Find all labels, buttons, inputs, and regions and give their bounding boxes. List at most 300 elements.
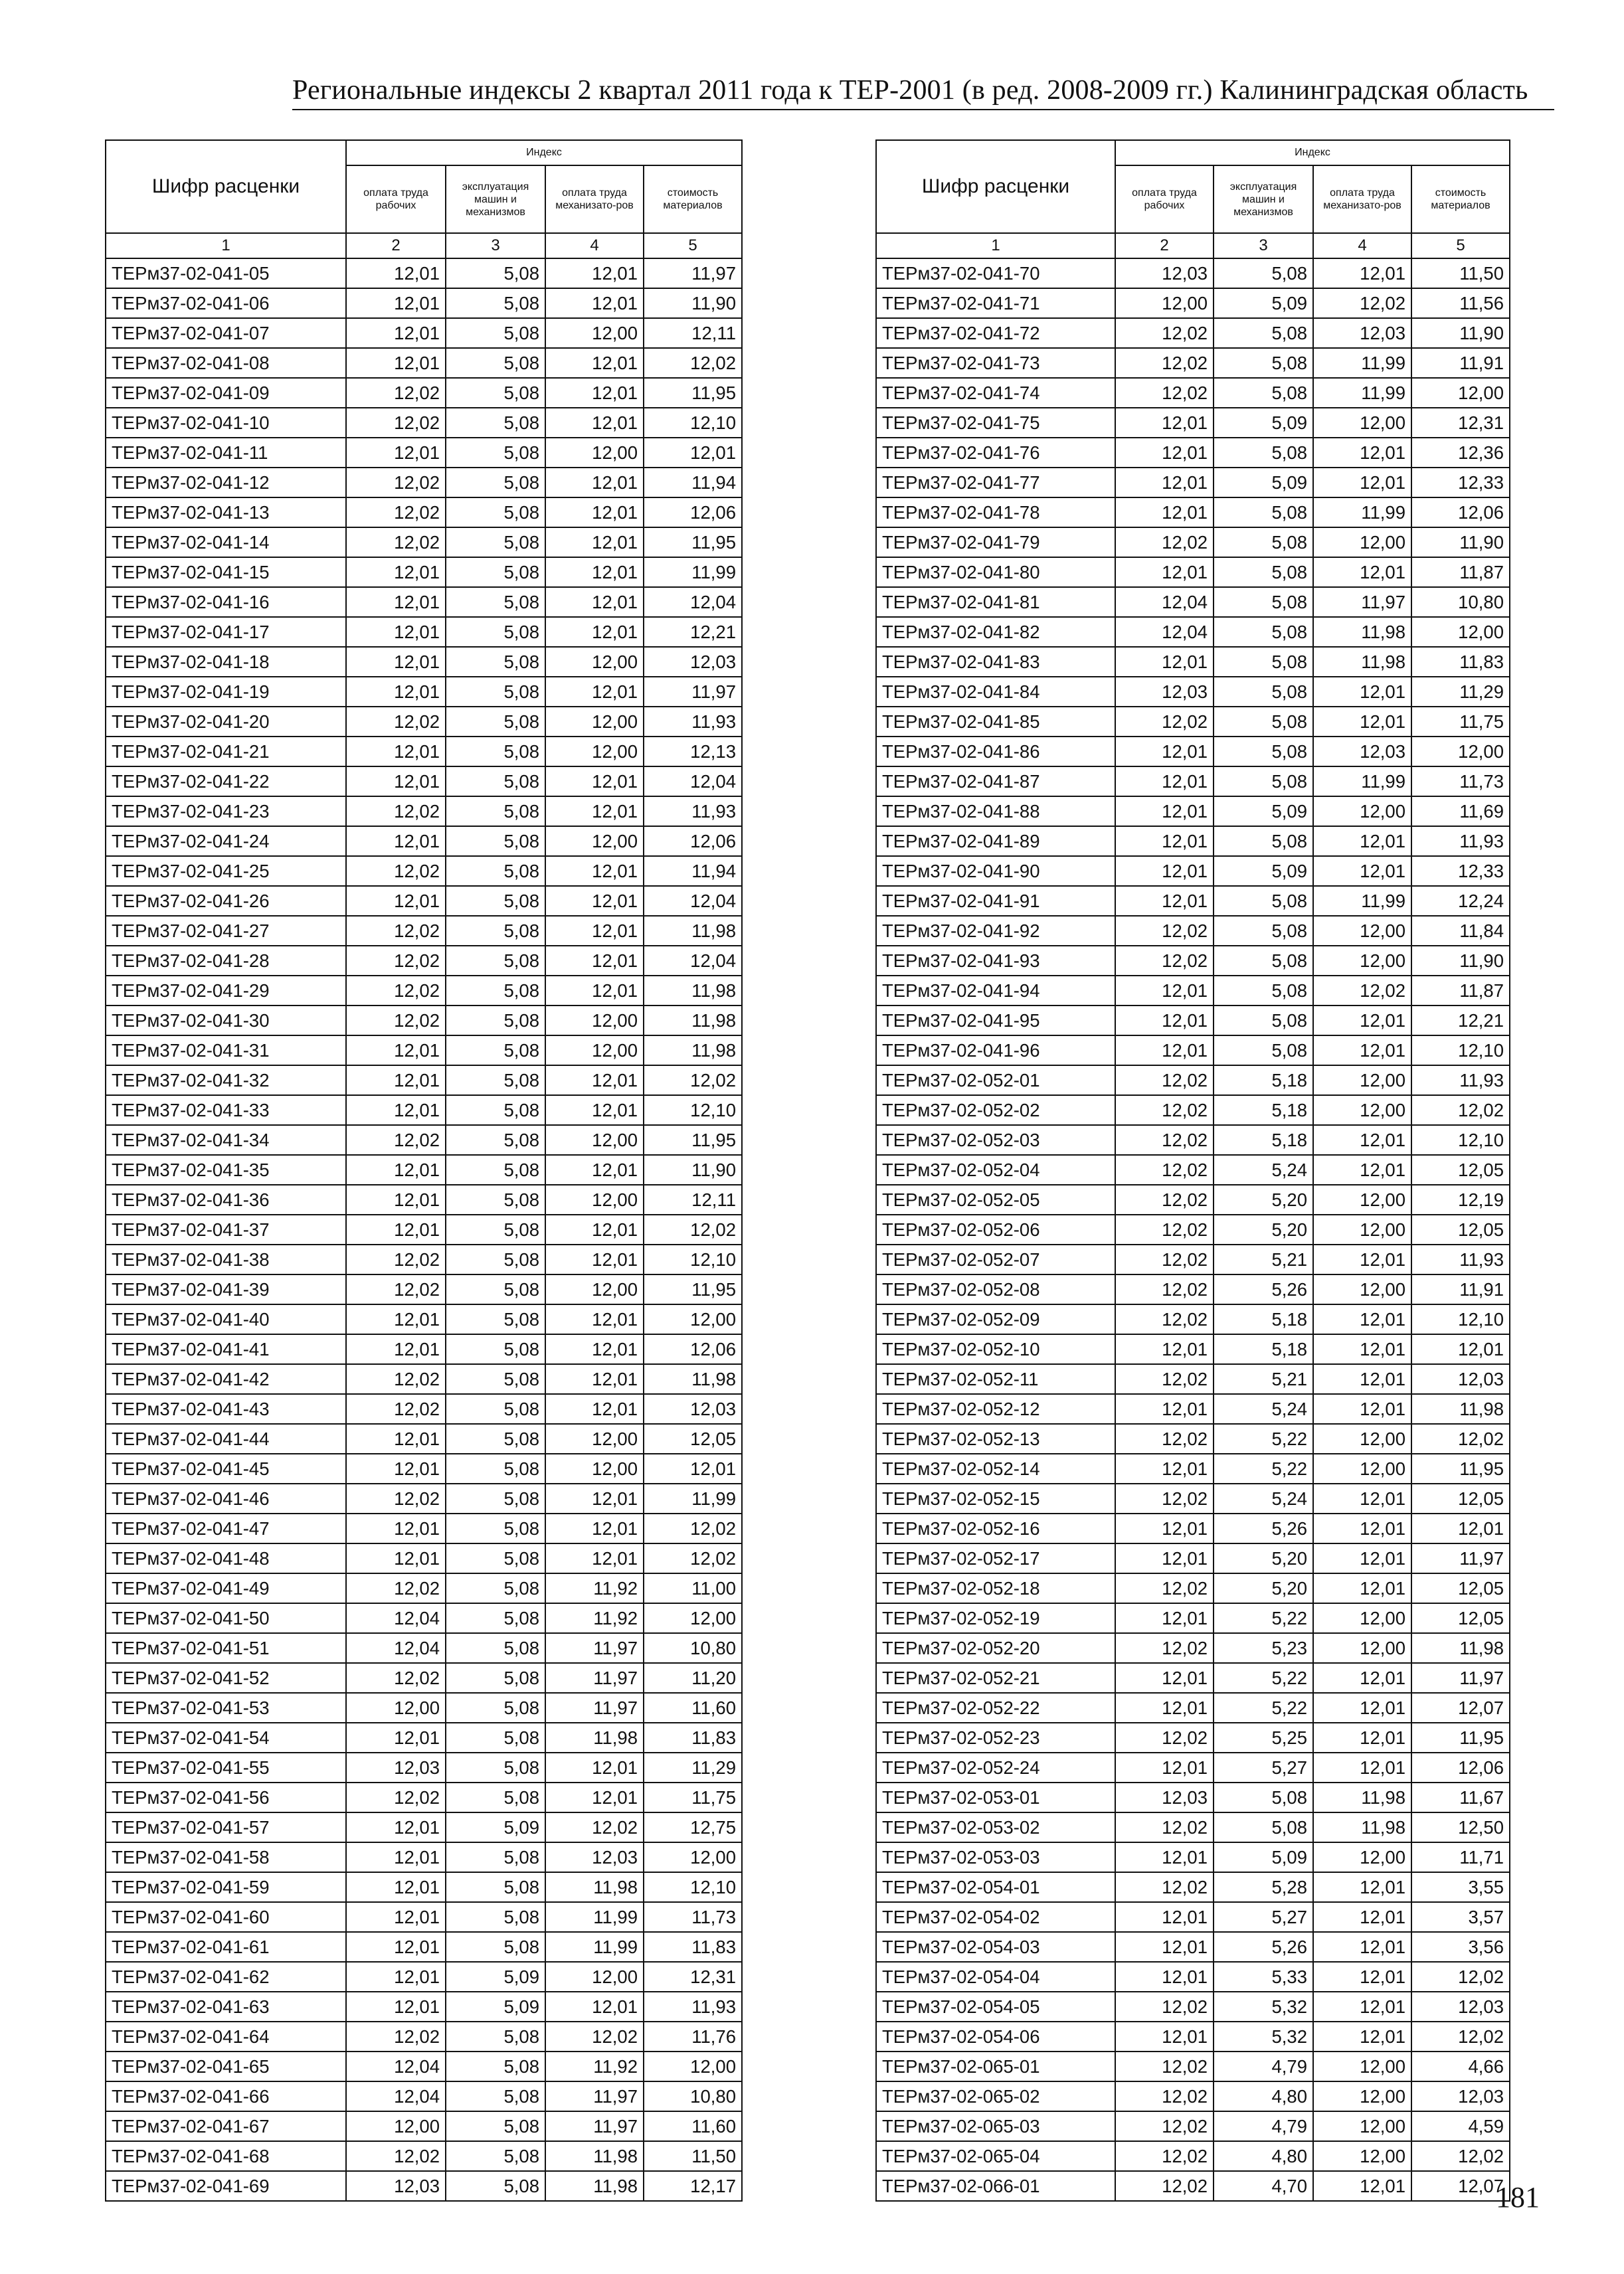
rate-code-cell: ТЕРм37-02-065-04 (876, 2141, 1115, 2171)
table-row (106, 946, 742, 976)
operator-pay-cell: 12,01 (545, 946, 644, 976)
rate-code-cell: ТЕРм37-02-052-15 (876, 1484, 1115, 1514)
machine-operation-cell: 5,08 (1214, 737, 1313, 766)
materials-cost-cell: 12,05 (644, 1424, 742, 1454)
table-row (106, 1962, 742, 1992)
rate-code-cell: ТЕРм37-02-053-02 (876, 1812, 1115, 1842)
rate-code-cell: ТЕРм37-02-041-76 (876, 438, 1115, 468)
machine-operation-cell: 5,24 (1214, 1394, 1313, 1424)
operator-pay-cell: 12,01 (1313, 826, 1411, 856)
machine-operation-cell: 5,18 (1214, 1065, 1313, 1095)
rate-code-cell: ТЕРм37-02-054-01 (876, 1872, 1115, 1902)
operator-pay-cell: 12,01 (1313, 1035, 1411, 1065)
operator-pay-cell: 12,01 (545, 796, 644, 826)
labor-pay-cell: 12,03 (1115, 1783, 1214, 1812)
operator-pay-cell: 12,01 (1313, 1155, 1411, 1185)
rate-code-cell: ТЕРм37-02-041-73 (876, 348, 1115, 378)
table-row (876, 1753, 1510, 1783)
table-row (876, 856, 1510, 886)
machine-operation-cell: 4,70 (1214, 2171, 1313, 2201)
operator-pay-cell: 12,01 (1313, 1514, 1411, 1543)
rate-code-cell: ТЕРм37-02-041-65 (106, 2052, 346, 2081)
operator-pay-cell: 12,01 (545, 1484, 644, 1514)
machine-operation-cell: 5,22 (1214, 1603, 1313, 1633)
materials-cost-cell: 11,83 (644, 1932, 742, 1962)
materials-cost-cell: 11,67 (1411, 1783, 1510, 1812)
rate-code-cell: ТЕРм37-02-041-25 (106, 856, 346, 886)
operator-pay-cell: 12,00 (545, 1006, 644, 1035)
operator-pay-cell: 12,01 (1313, 468, 1411, 497)
labor-pay-cell: 12,01 (1115, 497, 1214, 527)
materials-cost-cell: 12,00 (1411, 617, 1510, 647)
col-number: 5 (644, 233, 742, 258)
table-row (876, 946, 1510, 976)
machine-operation-cell: 5,23 (1214, 1633, 1313, 1663)
table-row (876, 1274, 1510, 1304)
col-number: 5 (1411, 233, 1510, 258)
labor-pay-cell: 12,02 (1115, 1573, 1214, 1603)
materials-cost-cell: 12,01 (644, 1454, 742, 1484)
operator-pay-cell: 11,92 (545, 1603, 644, 1633)
machine-operation-cell: 5,08 (1214, 647, 1313, 677)
rate-code-cell: ТЕРм37-02-054-02 (876, 1902, 1115, 1932)
machine-operation-cell: 5,24 (1214, 1484, 1313, 1514)
labor-pay-cell: 12,00 (346, 2111, 446, 2141)
rate-code-cell: ТЕРм37-02-052-12 (876, 1394, 1115, 1424)
table-row (106, 1783, 742, 1812)
rate-code-cell: ТЕРм37-02-052-07 (876, 1245, 1115, 1274)
left-table-body (106, 258, 742, 2201)
operator-pay-cell: 12,00 (1313, 2111, 1411, 2141)
operator-pay-cell: 12,00 (1313, 1454, 1411, 1484)
table-row (876, 1663, 1510, 1693)
machine-operation-cell: 5,08 (446, 1753, 545, 1783)
labor-pay-cell: 12,01 (346, 1902, 446, 1932)
labor-pay-cell: 12,03 (1115, 258, 1214, 288)
rate-code-cell: ТЕРм37-02-041-72 (876, 318, 1115, 348)
table-row (106, 587, 742, 617)
operator-pay-cell: 12,00 (545, 438, 644, 468)
table-row (106, 1394, 742, 1424)
materials-cost-cell: 11,90 (1411, 318, 1510, 348)
labor-pay-cell: 12,02 (346, 1783, 446, 1812)
materials-cost-cell: 12,00 (1411, 737, 1510, 766)
materials-cost-cell: 11,76 (644, 2022, 742, 2052)
materials-cost-cell: 11,91 (1411, 348, 1510, 378)
operator-pay-cell: 11,97 (545, 2081, 644, 2111)
labor-pay-cell: 12,02 (346, 408, 446, 438)
machine-operation-cell: 5,08 (446, 1334, 545, 1364)
table-row (876, 1783, 1510, 1812)
materials-cost-cell: 12,03 (1411, 1992, 1510, 2022)
machine-operation-cell: 5,20 (1214, 1215, 1313, 1245)
header-code: Шифр расценки (106, 140, 346, 233)
table-row (876, 288, 1510, 318)
rate-code-cell: ТЕРм37-02-065-03 (876, 2111, 1115, 2141)
rate-code-cell: ТЕРм37-02-041-95 (876, 1006, 1115, 1035)
rate-code-cell: ТЕРм37-02-041-48 (106, 1543, 346, 1573)
table-row (106, 438, 742, 468)
machine-operation-cell: 5,08 (446, 1454, 545, 1484)
operator-pay-cell: 12,01 (1313, 1125, 1411, 1155)
operator-pay-cell: 12,00 (545, 707, 644, 737)
table-row (876, 1065, 1510, 1095)
labor-pay-cell: 12,01 (346, 1215, 446, 1245)
rate-code-cell: ТЕРм37-02-052-17 (876, 1543, 1115, 1573)
rate-code-cell: ТЕРм37-02-041-28 (106, 946, 346, 976)
machine-operation-cell: 5,08 (446, 378, 545, 408)
operator-pay-cell: 12,00 (1313, 916, 1411, 946)
operator-pay-cell: 12,01 (545, 378, 644, 408)
labor-pay-cell: 12,01 (346, 1095, 446, 1125)
operator-pay-cell: 12,01 (545, 617, 644, 647)
materials-cost-cell: 12,33 (1411, 856, 1510, 886)
machine-operation-cell: 5,09 (446, 1992, 545, 2022)
labor-pay-cell: 12,01 (346, 647, 446, 677)
labor-pay-cell: 12,02 (1115, 1125, 1214, 1155)
operator-pay-cell: 12,01 (1313, 1663, 1411, 1693)
col-number: 4 (545, 233, 644, 258)
table-row (106, 2141, 742, 2171)
operator-pay-cell: 11,98 (545, 1872, 644, 1902)
labor-pay-cell: 12,02 (346, 796, 446, 826)
machine-operation-cell: 5,28 (1214, 1872, 1313, 1902)
operator-pay-cell: 12,01 (1313, 1753, 1411, 1783)
materials-cost-cell: 12,03 (1411, 1364, 1510, 1394)
rate-code-cell: ТЕРм37-02-052-02 (876, 1095, 1115, 1125)
materials-cost-cell: 11,00 (644, 1573, 742, 1603)
materials-cost-cell: 11,95 (644, 527, 742, 557)
labor-pay-cell: 12,02 (1115, 1215, 1214, 1245)
operator-pay-cell: 12,01 (545, 1334, 644, 1364)
operator-pay-cell: 12,00 (1313, 1842, 1411, 1872)
rate-code-cell: ТЕРм37-02-041-75 (876, 408, 1115, 438)
machine-operation-cell: 5,21 (1214, 1245, 1313, 1274)
table-row (876, 1035, 1510, 1065)
operator-pay-cell: 11,98 (545, 2171, 644, 2201)
table-row (106, 408, 742, 438)
rate-code-cell: ТЕРм37-02-052-20 (876, 1633, 1115, 1663)
labor-pay-cell: 12,02 (346, 707, 446, 737)
machine-operation-cell: 5,22 (1214, 1663, 1313, 1693)
rate-code-cell: ТЕРм37-02-041-36 (106, 1185, 346, 1215)
table-row (876, 1902, 1510, 1932)
machine-operation-cell: 5,08 (1214, 258, 1313, 288)
machine-operation-cell: 5,08 (446, 677, 545, 707)
operator-pay-cell: 11,98 (1313, 1783, 1411, 1812)
machine-operation-cell: 5,33 (1214, 1962, 1313, 1992)
labor-pay-cell: 12,01 (346, 1035, 446, 1065)
rate-code-cell: ТЕРм37-02-041-10 (106, 408, 346, 438)
labor-pay-cell: 12,02 (346, 2022, 446, 2052)
machine-operation-cell: 5,08 (1214, 707, 1313, 737)
rate-code-cell: ТЕРм37-02-041-96 (876, 1035, 1115, 1065)
labor-pay-cell: 12,01 (346, 677, 446, 707)
rate-code-cell: ТЕРм37-02-041-83 (876, 647, 1115, 677)
table-row (106, 1723, 742, 1753)
operator-pay-cell: 12,01 (545, 468, 644, 497)
labor-pay-cell: 12,01 (346, 587, 446, 617)
labor-pay-cell: 12,04 (1115, 587, 1214, 617)
materials-cost-cell: 12,31 (644, 1962, 742, 1992)
labor-pay-cell: 12,02 (1115, 348, 1214, 378)
labor-pay-cell: 12,02 (346, 1125, 446, 1155)
materials-cost-cell: 12,50 (1411, 1812, 1510, 1842)
table-row (876, 1245, 1510, 1274)
header-labor-pay: оплата труда рабочих (1115, 165, 1214, 233)
table-row (106, 1155, 742, 1185)
machine-operation-cell: 5,08 (446, 707, 545, 737)
rate-code-cell: ТЕРм37-02-041-59 (106, 1872, 346, 1902)
materials-cost-cell: 12,06 (644, 826, 742, 856)
labor-pay-cell: 12,03 (346, 1753, 446, 1783)
materials-cost-cell: 11,90 (644, 1155, 742, 1185)
operator-pay-cell: 12,01 (1313, 1872, 1411, 1902)
rate-code-cell: ТЕРм37-02-052-08 (876, 1274, 1115, 1304)
machine-operation-cell: 5,20 (1214, 1543, 1313, 1573)
machine-operation-cell: 4,80 (1214, 2081, 1313, 2111)
table-row (876, 916, 1510, 946)
materials-cost-cell: 12,07 (1411, 2171, 1510, 2201)
operator-pay-cell: 12,01 (1313, 1394, 1411, 1424)
table-row (876, 1573, 1510, 1603)
rate-code-cell: ТЕРм37-02-041-70 (876, 258, 1115, 288)
labor-pay-cell: 12,02 (346, 976, 446, 1006)
table-row (876, 378, 1510, 408)
machine-operation-cell: 5,08 (1214, 557, 1313, 587)
table-row (106, 1035, 742, 1065)
machine-operation-cell: 5,08 (446, 1723, 545, 1753)
materials-cost-cell: 12,02 (1411, 2022, 1510, 2052)
machine-operation-cell: 5,08 (446, 1006, 545, 1035)
operator-pay-cell: 11,98 (545, 1723, 644, 1753)
machine-operation-cell: 5,08 (446, 2141, 545, 2171)
labor-pay-cell: 12,02 (346, 856, 446, 886)
rate-code-cell: ТЕРм37-02-041-31 (106, 1035, 346, 1065)
labor-pay-cell: 12,01 (1115, 557, 1214, 587)
labor-pay-cell: 12,01 (346, 826, 446, 856)
machine-operation-cell: 5,08 (446, 617, 545, 647)
machine-operation-cell: 5,18 (1214, 1304, 1313, 1334)
machine-operation-cell: 5,21 (1214, 1364, 1313, 1394)
machine-operation-cell: 5,24 (1214, 1155, 1313, 1185)
machine-operation-cell: 5,27 (1214, 1753, 1313, 1783)
operator-pay-cell: 12,00 (1313, 1424, 1411, 1454)
table-row (106, 2081, 742, 2111)
page-title-text: Региональные индексы 2 квартал 2011 года к ТЕР-2001 (в ред. 2008-2009 гг.) Калининградская область (292, 75, 1528, 106)
materials-cost-cell: 12,02 (644, 348, 742, 378)
materials-cost-cell: 4,66 (1411, 2052, 1510, 2081)
rate-code-cell: ТЕРм37-02-041-68 (106, 2141, 346, 2171)
rate-code-cell: ТЕРм37-02-041-32 (106, 1065, 346, 1095)
operator-pay-cell: 11,98 (1313, 617, 1411, 647)
operator-pay-cell: 12,01 (545, 1543, 644, 1573)
rate-code-cell: ТЕРм37-02-052-11 (876, 1364, 1115, 1394)
rate-code-cell: ТЕРм37-02-041-34 (106, 1125, 346, 1155)
header-materials-cost: стоимость материалов (644, 165, 742, 233)
machine-operation-cell: 5,08 (446, 1155, 545, 1185)
operator-pay-cell: 12,01 (1313, 1543, 1411, 1573)
table-row (876, 1364, 1510, 1394)
table-row (106, 2171, 742, 2201)
rate-code-cell: ТЕРм37-02-041-24 (106, 826, 346, 856)
table-row (106, 617, 742, 647)
materials-cost-cell: 12,04 (644, 587, 742, 617)
operator-pay-cell: 12,01 (545, 1992, 644, 2022)
machine-operation-cell: 5,08 (1214, 587, 1313, 617)
labor-pay-cell: 12,02 (346, 1274, 446, 1304)
materials-cost-cell: 12,02 (1411, 1095, 1510, 1125)
rate-code-cell: ТЕРм37-02-041-30 (106, 1006, 346, 1035)
rate-code-cell: ТЕРм37-02-041-67 (106, 2111, 346, 2141)
rate-code-cell: ТЕРм37-02-041-88 (876, 796, 1115, 826)
machine-operation-cell: 5,09 (1214, 856, 1313, 886)
materials-cost-cell: 11,95 (644, 378, 742, 408)
table-row (106, 1454, 742, 1484)
materials-cost-cell: 11,97 (644, 258, 742, 288)
machine-operation-cell: 5,08 (446, 468, 545, 497)
operator-pay-cell: 12,00 (545, 1185, 644, 1215)
table-row (106, 826, 742, 856)
operator-pay-cell: 12,01 (1313, 1304, 1411, 1334)
operator-pay-cell: 11,99 (1313, 348, 1411, 378)
operator-pay-cell: 12,00 (1313, 1095, 1411, 1125)
rate-code-cell: ТЕРм37-02-054-03 (876, 1932, 1115, 1962)
operator-pay-cell: 12,01 (1313, 2022, 1411, 2052)
rate-code-cell: ТЕРм37-02-052-13 (876, 1424, 1115, 1454)
table-row (106, 1484, 742, 1514)
operator-pay-cell: 12,00 (545, 1454, 644, 1484)
table-row (876, 258, 1510, 288)
table-row (876, 677, 1510, 707)
col-number: 4 (1313, 233, 1411, 258)
materials-cost-cell: 12,36 (1411, 438, 1510, 468)
materials-cost-cell: 11,90 (1411, 527, 1510, 557)
operator-pay-cell: 12,01 (545, 1245, 644, 1274)
table-row (876, 2022, 1510, 2052)
table-row (876, 348, 1510, 378)
machine-operation-cell: 5,08 (446, 946, 545, 976)
right-table-body (876, 258, 1510, 2201)
labor-pay-cell: 12,01 (346, 1334, 446, 1364)
labor-pay-cell: 12,02 (1115, 1812, 1214, 1842)
labor-pay-cell: 12,02 (1115, 2111, 1214, 2141)
labor-pay-cell: 12,04 (1115, 617, 1214, 647)
table-row (106, 527, 742, 557)
table-row (106, 766, 742, 796)
machine-operation-cell: 5,18 (1214, 1125, 1313, 1155)
labor-pay-cell: 12,02 (1115, 318, 1214, 348)
rate-code-cell: ТЕРм37-02-041-07 (106, 318, 346, 348)
machine-operation-cell: 5,08 (446, 1573, 545, 1603)
col-number: 1 (106, 233, 346, 258)
labor-pay-cell: 12,01 (1115, 1514, 1214, 1543)
labor-pay-cell: 12,02 (1115, 2141, 1214, 2171)
operator-pay-cell: 12,01 (1313, 1573, 1411, 1603)
materials-cost-cell: 11,94 (644, 468, 742, 497)
machine-operation-cell: 5,08 (1214, 1783, 1313, 1812)
machine-operation-cell: 5,08 (446, 587, 545, 617)
rate-code-cell: ТЕРм37-02-052-23 (876, 1723, 1115, 1753)
materials-cost-cell: 11,93 (1411, 826, 1510, 856)
table-row (106, 707, 742, 737)
operator-pay-cell: 12,01 (1313, 707, 1411, 737)
labor-pay-cell: 12,02 (1115, 2081, 1214, 2111)
machine-operation-cell: 5,08 (1214, 886, 1313, 916)
materials-cost-cell: 12,01 (1411, 1514, 1510, 1543)
materials-cost-cell: 12,10 (1411, 1035, 1510, 1065)
materials-cost-cell: 11,93 (644, 796, 742, 826)
operator-pay-cell: 11,98 (1313, 1812, 1411, 1842)
rate-code-cell: ТЕРм37-02-041-09 (106, 378, 346, 408)
rate-code-cell: ТЕРм37-02-052-09 (876, 1304, 1115, 1334)
operator-pay-cell: 12,00 (1313, 1065, 1411, 1095)
materials-cost-cell: 11,56 (1411, 288, 1510, 318)
operator-pay-cell: 12,00 (545, 1274, 644, 1304)
labor-pay-cell: 12,02 (346, 2141, 446, 2171)
materials-cost-cell: 12,02 (644, 1514, 742, 1543)
labor-pay-cell: 12,01 (346, 1304, 446, 1334)
rate-code-cell: ТЕРм37-02-041-13 (106, 497, 346, 527)
labor-pay-cell: 12,01 (1115, 1603, 1214, 1633)
labor-pay-cell: 12,01 (1115, 1035, 1214, 1065)
labor-pay-cell: 12,01 (346, 1543, 446, 1573)
operator-pay-cell: 12,01 (1313, 1484, 1411, 1514)
labor-pay-cell: 12,01 (1115, 976, 1214, 1006)
machine-operation-cell: 5,08 (1214, 497, 1313, 527)
labor-pay-cell: 12,01 (346, 438, 446, 468)
operator-pay-cell: 12,00 (545, 1424, 644, 1454)
machine-operation-cell: 5,09 (446, 1962, 545, 1992)
materials-cost-cell: 11,29 (644, 1753, 742, 1783)
table-row (876, 1006, 1510, 1035)
rate-code-cell: ТЕРм37-02-041-55 (106, 1753, 346, 1783)
operator-pay-cell: 12,01 (545, 1394, 644, 1424)
labor-pay-cell: 12,01 (1115, 856, 1214, 886)
operator-pay-cell: 12,01 (545, 258, 644, 288)
table-row (106, 1902, 742, 1932)
rate-code-cell: ТЕРм37-02-041-26 (106, 886, 346, 916)
labor-pay-cell: 12,01 (1115, 826, 1214, 856)
machine-operation-cell: 5,08 (446, 1424, 545, 1454)
table-row (106, 2052, 742, 2081)
labor-pay-cell: 12,02 (346, 1364, 446, 1394)
materials-cost-cell: 11,97 (644, 677, 742, 707)
table-row (106, 1334, 742, 1364)
table-row (106, 1065, 742, 1095)
materials-cost-cell: 11,73 (644, 1902, 742, 1932)
materials-cost-cell: 11,50 (644, 2141, 742, 2171)
machine-operation-cell: 5,08 (446, 1125, 545, 1155)
machine-operation-cell: 5,08 (446, 1274, 545, 1304)
operator-pay-cell: 12,01 (1313, 1992, 1411, 2022)
machine-operation-cell: 5,08 (1214, 976, 1313, 1006)
labor-pay-cell: 12,01 (1115, 1932, 1214, 1962)
machine-operation-cell: 5,08 (446, 1783, 545, 1812)
rate-code-cell: ТЕРм37-02-041-14 (106, 527, 346, 557)
operator-pay-cell: 12,01 (545, 408, 644, 438)
operator-pay-cell: 12,01 (545, 1753, 644, 1783)
table-row (106, 1932, 742, 1962)
table-row (106, 2111, 742, 2141)
rate-code-cell: ТЕРм37-02-041-71 (876, 288, 1115, 318)
rate-code-cell: ТЕРм37-02-041-23 (106, 796, 346, 826)
operator-pay-cell: 12,01 (1313, 1334, 1411, 1364)
rate-code-cell: ТЕРм37-02-041-54 (106, 1723, 346, 1753)
table-row (106, 497, 742, 527)
machine-operation-cell: 5,08 (446, 856, 545, 886)
operator-pay-cell: 12,01 (545, 1155, 644, 1185)
